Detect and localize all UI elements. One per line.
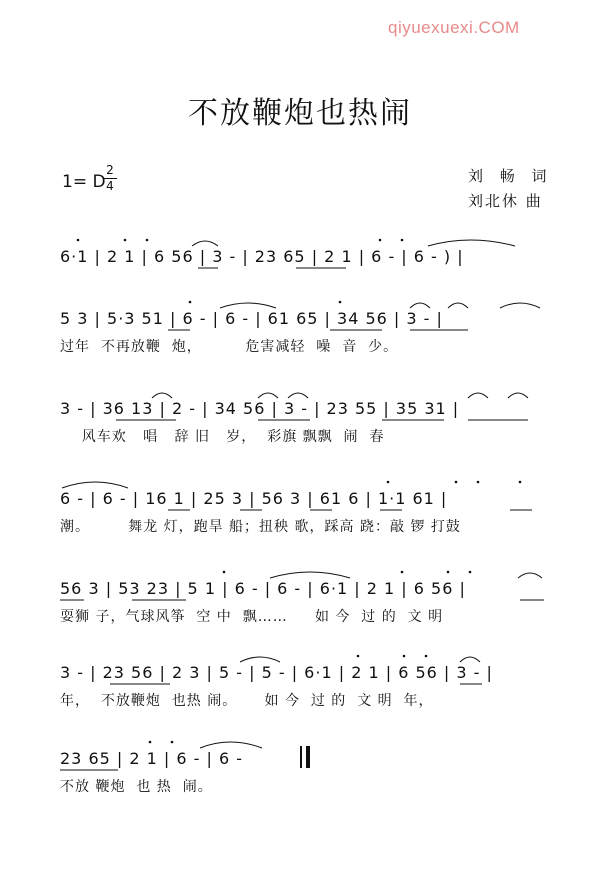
notation-line: 23 65 | 2 1 | 6 - | 6 - bbox=[60, 749, 244, 768]
lyrics-line: 年， 不放鞭炮 也热 闹。 如 今 过 的 文 明 年， bbox=[60, 693, 434, 709]
final-barline-thick bbox=[306, 746, 310, 768]
lyrics-line: 过年 不再放鞭 炮， 危害减轻 噪 音 少。 bbox=[60, 339, 399, 355]
lyrics-line: 不放 鞭炮 也 热 闹。 bbox=[60, 779, 213, 795]
lyrics-line: 潮。 舞龙 灯，跑旱 船；扭秧 歌，踩高 跷：敲 锣 打鼓 bbox=[60, 519, 461, 535]
time-signature-bottom: 4 bbox=[106, 179, 114, 193]
time-signature bbox=[103, 164, 117, 193]
lyrics-line: 风车欢 唱 辞 旧 岁， 彩旗 飘飘 闹 春 bbox=[60, 429, 385, 445]
notation-line: 5 3 | 5·3 51 | 6 - | 6 - | 61 65 | 34 56 | 3 - | bbox=[60, 309, 443, 328]
song-title: 不放鞭炮也热闹 bbox=[188, 96, 412, 131]
notation-line: 3 - | 23 56 | 2 3 | 5 - | 5 - | 6·1 | 2 1 | 6 56 | 3 - | bbox=[60, 663, 493, 682]
lyrics-line: 耍狮 子，气球风筝 空 中 飘…… 如 今 过 的 文 明 bbox=[60, 609, 444, 625]
notation-line: 3 - | 36 13 | 2 - | 34 56 | 3 - | 23 55 | 35 31 | bbox=[60, 399, 460, 418]
composer-credit: 刘北休 曲 bbox=[468, 192, 543, 210]
site-watermark: qiyuexuexi.COM bbox=[388, 18, 520, 37]
final-barline bbox=[300, 746, 302, 768]
notation-line: 6·1 | 2 1 | 6 56 | 3 - | 23 65 | 2 1 | 6 - | 6 - ) | bbox=[60, 247, 464, 266]
key-signature: 1= D bbox=[62, 172, 106, 192]
notation-line: 6 - | 6 - | 16 1 | 25 3 | 56 3 | 61 6 | 1·1 61 | bbox=[60, 489, 448, 508]
lyricist-credit: 刘 畅 词 bbox=[468, 167, 553, 185]
notation-line: 56 3 | 53 23 | 5 1 | 6 - | 6 - | 6·1 | 2 1 | 6 56 | bbox=[60, 579, 466, 598]
time-signature-top: 2 bbox=[106, 163, 114, 177]
